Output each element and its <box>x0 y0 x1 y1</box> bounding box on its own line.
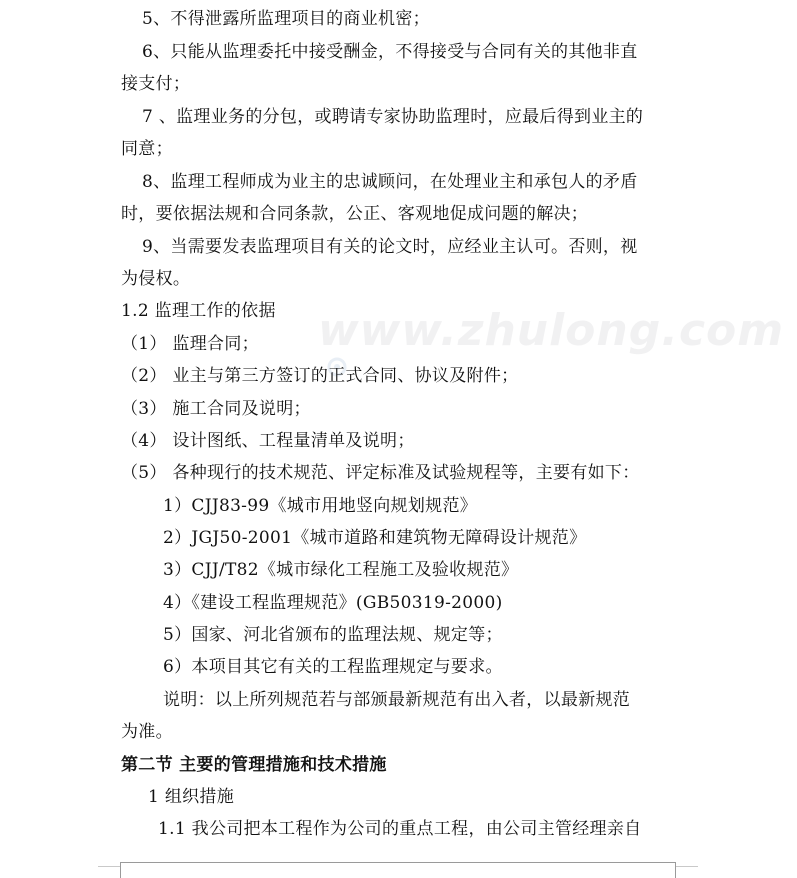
page-right-corner-mark <box>675 862 676 878</box>
note-line-2: 为准。 <box>121 722 173 742</box>
text-line-2: 6、只能从监理委托中接受酬金，不得接受与合同有关的其他非直 <box>142 42 638 62</box>
page-left-corner-mark <box>120 862 121 878</box>
text-line-3: 接支付； <box>121 74 191 94</box>
note-line-1: 说明：以上所列规范若与部颁最新规范有出入者，以最新规范 <box>163 690 631 710</box>
page-left-margin-mark <box>98 866 120 867</box>
text-line-last: 1.1 我公司把本工程作为公司的重点工程，由公司主管经理亲自 <box>158 819 642 839</box>
standard-item-3: 3）CJJ/T82《城市绿化工程施工及验收规范》 <box>163 560 519 580</box>
watermark-text: www.zhulong.com <box>318 305 785 356</box>
standard-item-4: 4）《建设工程监理规范》(GB50319-2000) <box>163 593 503 613</box>
section-title-1-2: 1.2 监理工作的依据 <box>121 301 276 321</box>
text-line-5: 同意； <box>121 139 173 159</box>
standard-item-2: 2）JGJ50-2001《城市道路和建筑物无障碍设计规范》 <box>163 528 587 548</box>
text-line-8: 9、当需要发表监理项目有关的论文时，应经业主认可。否则，视 <box>142 237 638 257</box>
list-item-1: （1） 监理合同； <box>121 334 259 354</box>
standard-item-1: 1）CJJ83-99《城市用地竖向规划规范》 <box>163 496 478 516</box>
text-line-9: 为侵权。 <box>121 269 191 289</box>
list-item-2: （2） 业主与第三方签订的正式合同、协议及附件； <box>121 366 519 386</box>
text-line-4: 7 、监理业务的分包，或聘请专家协助监理时，应最后得到业主的 <box>142 107 644 127</box>
page-bottom-rule <box>120 862 675 863</box>
text-line-7: 时，要依据法规和合同条款，公正、客观地促成问题的解决； <box>121 204 589 224</box>
list-item-3: （3） 施工合同及说明； <box>121 399 311 419</box>
text-line-1: 5、不得泄露所监理项目的商业机密； <box>142 9 430 29</box>
list-item-4: （4） 设计图纸、工程量清单及说明； <box>121 431 415 451</box>
list-item-5: （5） 各种现行的技术规范、评定标准及试验规程等，主要有如下： <box>121 463 640 483</box>
text-line-6: 8、监理工程师成为业主的忠诚顾问，在处理业主和承包人的矛盾 <box>142 172 638 192</box>
section-heading-2: 第二节 主要的管理措施和技术措施 <box>121 755 387 775</box>
subsection-title-1: 1 组织措施 <box>148 787 235 807</box>
page-right-margin-mark <box>676 866 698 867</box>
standard-item-5: 5）国家、河北省颁布的监理法规、规定等； <box>163 625 503 645</box>
standard-item-6: 6）本项目其它有关的工程监理规定与要求。 <box>163 657 503 677</box>
